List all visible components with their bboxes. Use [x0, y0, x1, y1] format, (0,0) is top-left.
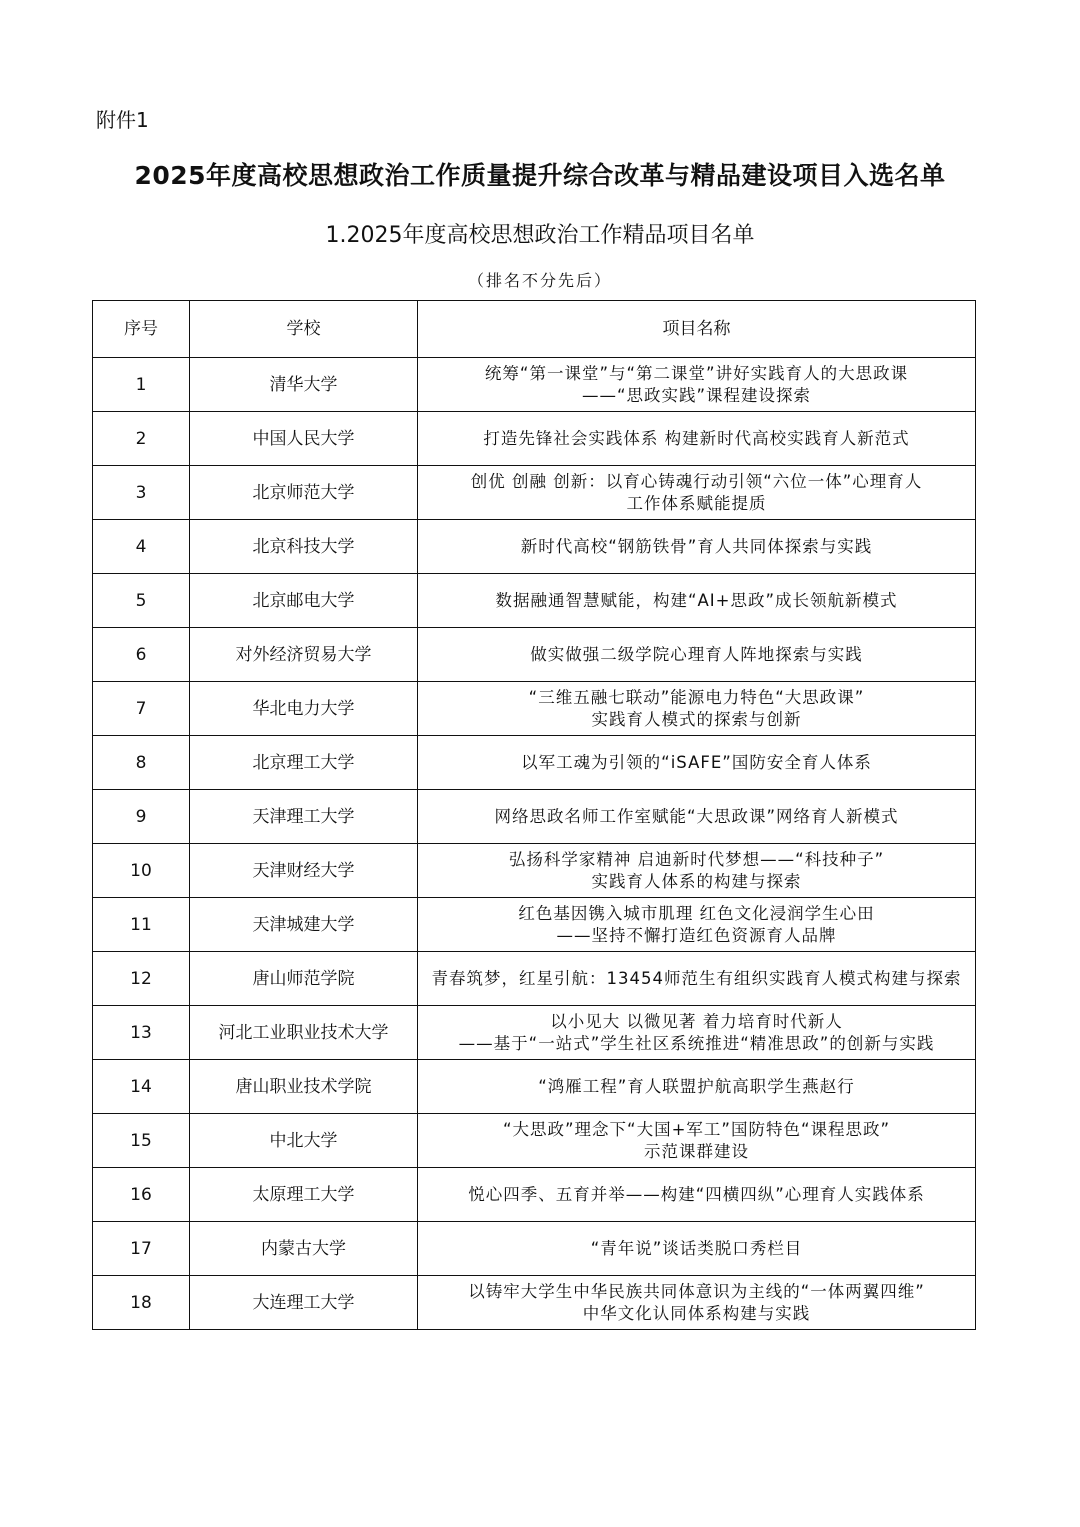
project-name-line: 数据融通智慧赋能，构建“AI+思政”成长领航新模式 — [495, 590, 898, 610]
page-subtitle: 1.2025年度高校思想政治工作精品项目名单 — [325, 223, 755, 248]
project-name-line: ——坚持不懈打造红色资源育人品牌 — [556, 925, 837, 945]
school-name: 天津财经大学 — [190, 844, 418, 898]
row-number: 11 — [93, 898, 190, 952]
project-name — [418, 1006, 976, 1060]
project-name-line: 红色基因镌入城市肌理 红色文化浸润学生心田 — [518, 903, 875, 923]
school-name: 华北电力大学 — [190, 682, 418, 736]
school-name: 清华大学 — [190, 358, 418, 412]
project-name — [418, 1114, 976, 1168]
table-row — [93, 898, 976, 952]
ranking-note: （排名不分先后） — [467, 271, 612, 290]
row-number: 12 — [93, 952, 190, 1006]
table-row — [93, 844, 976, 898]
project-name-line: 新时代高校“钢筋铁骨”育人共同体探索与实践 — [520, 536, 873, 556]
project-name — [418, 844, 976, 898]
project-name — [418, 466, 976, 520]
project-name — [418, 358, 976, 412]
table-row — [93, 628, 976, 682]
row-number: 15 — [93, 1114, 190, 1168]
table-row — [93, 1006, 976, 1060]
school-name: 北京师范大学 — [190, 466, 418, 520]
column-header-project: 项目名称 — [418, 301, 976, 358]
project-name-line: 做实做强二级学院心理育人阵地探索与实践 — [530, 644, 863, 664]
row-number: 4 — [93, 520, 190, 574]
row-number: 6 — [93, 628, 190, 682]
table-header-row — [93, 301, 976, 358]
table-row — [93, 1060, 976, 1114]
project-name-line: 悦心四季、五育并举——构建“四横四纵”心理育人实践体系 — [468, 1184, 925, 1204]
project-name — [418, 952, 976, 1006]
table-row — [93, 736, 976, 790]
row-number: 13 — [93, 1006, 190, 1060]
project-name — [418, 682, 976, 736]
row-number: 14 — [93, 1060, 190, 1114]
school-name: 唐山师范学院 — [190, 952, 418, 1006]
row-number: 7 — [93, 682, 190, 736]
table-row — [93, 1222, 976, 1276]
project-name-line: 打造先锋社会实践体系 构建新时代高校实践育人新范式 — [483, 428, 910, 448]
row-number: 8 — [93, 736, 190, 790]
project-name-line: 统筹“第一课堂”与“第二课堂”讲好实践育人的大思政课 — [484, 363, 909, 383]
project-list-table — [92, 300, 976, 1330]
project-name — [418, 574, 976, 628]
project-name-line: 以铸牢大学生中华民族共同体意识为主线的“一体两翼四维” — [468, 1281, 925, 1301]
project-name — [418, 520, 976, 574]
project-name-line: 青春筑梦，红星引航：13454师范生有组织实践育人模式构建与探索 — [431, 968, 962, 988]
table-row — [93, 574, 976, 628]
school-name: 北京理工大学 — [190, 736, 418, 790]
school-name: 唐山职业技术学院 — [190, 1060, 418, 1114]
project-name — [418, 412, 976, 466]
attachment-label: 附件1 — [96, 108, 149, 132]
row-number: 1 — [93, 358, 190, 412]
project-name-line: 弘扬科学家精神 启迪新时代梦想——“科技种子” — [508, 849, 885, 869]
school-name: 对外经济贸易大学 — [190, 628, 418, 682]
project-name-line: “鸿雁工程”育人联盟护航高职学生燕赵行 — [538, 1076, 855, 1096]
school-name: 天津理工大学 — [190, 790, 418, 844]
school-name: 天津城建大学 — [190, 898, 418, 952]
table-row — [93, 1168, 976, 1222]
school-name: 中国人民大学 — [190, 412, 418, 466]
project-name — [418, 628, 976, 682]
table-row — [93, 790, 976, 844]
project-name-line: 示范课群建设 — [644, 1141, 749, 1161]
table-row — [93, 682, 976, 736]
project-name-line: 工作体系赋能提质 — [626, 493, 767, 513]
project-name-line: 以小见大 以微见著 着力培育时代新人 — [550, 1011, 843, 1031]
school-name: 北京邮电大学 — [190, 574, 418, 628]
school-name: 北京科技大学 — [190, 520, 418, 574]
project-name-line: “三维五融七联动”能源电力特色“大思政课” — [528, 687, 865, 707]
table-body — [93, 358, 976, 1330]
row-number: 2 — [93, 412, 190, 466]
table-row — [93, 1276, 976, 1330]
project-name-line: 中华文化认同体系构建与实践 — [582, 1303, 811, 1323]
table-row — [93, 358, 976, 412]
project-name-line: “大思政”理念下“大国+军工”国防特色“课程思政” — [502, 1119, 891, 1139]
project-name-line: ——“思政实践”课程建设探索 — [581, 385, 812, 405]
table-row — [93, 520, 976, 574]
row-number: 17 — [93, 1222, 190, 1276]
table-row — [93, 412, 976, 466]
project-name-line: 创优 创融 创新：以育心铸魂行动引领“六位一体”心理育人 — [470, 471, 923, 491]
table-row — [93, 466, 976, 520]
project-name — [418, 790, 976, 844]
project-name-line: 网络思政名师工作室赋能“大思政课”网络育人新模式 — [494, 806, 899, 826]
row-number: 3 — [93, 466, 190, 520]
school-name: 太原理工大学 — [190, 1168, 418, 1222]
row-number: 18 — [93, 1276, 190, 1330]
school-name: 大连理工大学 — [190, 1276, 418, 1330]
column-header-number: 序号 — [93, 301, 190, 358]
row-number: 5 — [93, 574, 190, 628]
project-name-line: 实践育人模式的探索与创新 — [591, 709, 802, 729]
row-number: 10 — [93, 844, 190, 898]
school-name: 内蒙古大学 — [190, 1222, 418, 1276]
school-name: 河北工业职业技术大学 — [190, 1006, 418, 1060]
project-name — [418, 1168, 976, 1222]
project-name — [418, 736, 976, 790]
table-row — [93, 1114, 976, 1168]
school-name: 中北大学 — [190, 1114, 418, 1168]
row-number: 16 — [93, 1168, 190, 1222]
project-name-line: “青年说”谈话类脱口秀栏目 — [590, 1238, 803, 1258]
project-name-line: 以军工魂为引领的“iSAFE”国防安全育人体系 — [521, 752, 872, 772]
column-header-school: 学校 — [190, 301, 418, 358]
table-row — [93, 952, 976, 1006]
project-name — [418, 1276, 976, 1330]
project-name — [418, 898, 976, 952]
project-name-line: ——基于“一站式”学生社区系统推进“精准思政”的创新与实践 — [458, 1033, 935, 1053]
project-name-line: 实践育人体系的构建与探索 — [591, 871, 802, 891]
page-title: 2025年度高校思想政治工作质量提升综合改革与精品建设项目入选名单 — [134, 161, 946, 190]
project-name — [418, 1222, 976, 1276]
project-name — [418, 1060, 976, 1114]
row-number: 9 — [93, 790, 190, 844]
